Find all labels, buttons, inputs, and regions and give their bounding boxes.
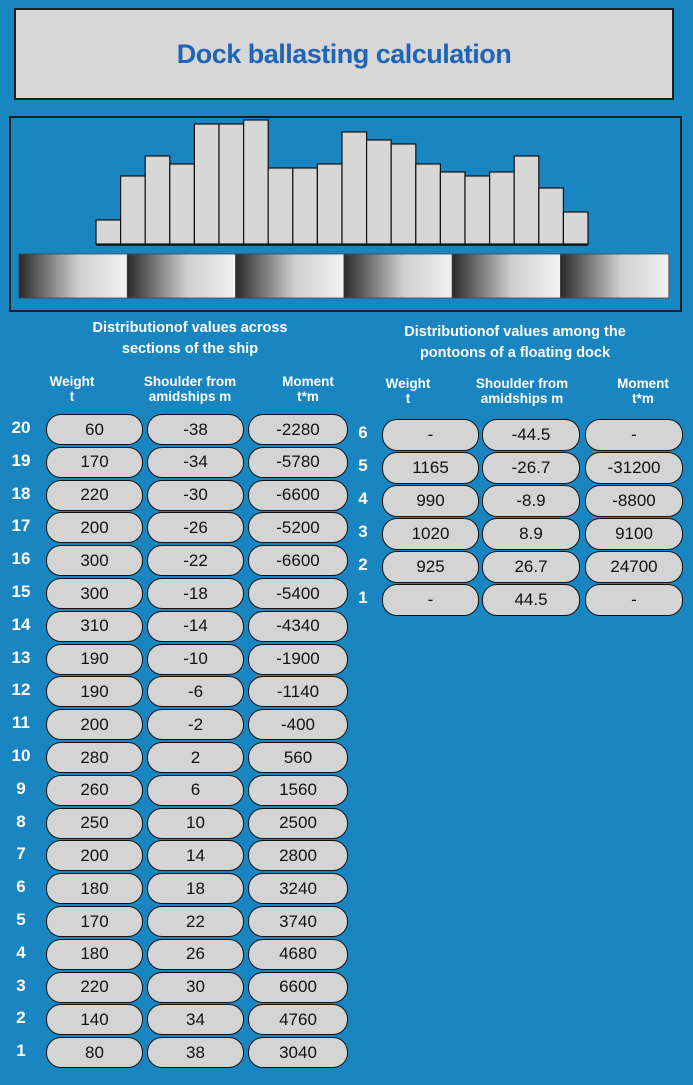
ship-shoulder-cell: 10 (147, 808, 244, 839)
dock-moment-cell: 24700 (585, 551, 683, 583)
ship-weight-cell: 140 (46, 1004, 143, 1035)
page-title: Dock ballasting calculation (14, 8, 674, 100)
dock-row-label: 6 (358, 423, 368, 442)
dock-moment-cell: 9100 (585, 518, 683, 550)
ship-shoulder-cell: -22 (147, 545, 244, 576)
dock-header-weight: Weight t (385, 376, 431, 406)
dock-weight-cell: - (382, 584, 479, 616)
dock-shoulder-cell: -44.5 (482, 419, 580, 451)
ship-shoulder-cell: -10 (147, 644, 244, 675)
ship-weight-cell: 280 (46, 742, 143, 773)
dock-weight-cell: 990 (382, 485, 479, 517)
ship-shoulder-cell: 18 (147, 873, 244, 904)
ship-moment-cell: -1900 (248, 644, 348, 675)
ship-row-label: 2 (16, 1008, 26, 1028)
ship-weight-cell: 200 (46, 840, 143, 871)
ship-table-caption: Distributionof values across sections of the ship (92, 320, 288, 357)
section-weight-bar (514, 156, 539, 244)
ship-moment-cell: 2500 (248, 808, 348, 839)
ship-shoulder-cell: 34 (147, 1004, 244, 1035)
ship-moment-cell: 2800 (248, 840, 348, 871)
ship-row-label: 11 (12, 713, 30, 733)
ship-moment-cell: -1140 (248, 676, 348, 707)
ship-row-label: 5 (16, 910, 26, 929)
ship-header-shoulder: Shoulder from amidships m (143, 374, 237, 404)
ship-moment-cell: 3740 (248, 906, 348, 937)
dock-weight-cell: 1020 (382, 518, 479, 550)
section-weight-bar (367, 140, 392, 244)
section-weight-bar (465, 176, 490, 244)
dock-shoulder-cell: -8.9 (482, 485, 580, 517)
ship-shoulder-cell: 38 (147, 1037, 244, 1068)
dock-moment-cell: - (585, 419, 683, 451)
section-weight-bar (440, 172, 465, 244)
ship-shoulder-cell: 26 (147, 939, 244, 970)
section-weight-bar (490, 172, 515, 244)
section-weight-bar (416, 164, 441, 244)
ship-shoulder-cell: -2 (147, 709, 244, 740)
ship-moment-cell: -6600 (248, 545, 348, 576)
ship-moment-cell: -2280 (248, 414, 348, 445)
pontoon (561, 254, 669, 298)
section-weight-bar (170, 164, 195, 244)
ship-row-label: 7 (16, 844, 26, 864)
dock-moment-cell: -8800 (585, 485, 683, 517)
ship-header-weight: Weight t (49, 374, 95, 404)
ship-dock-diagram (11, 118, 680, 310)
ship-row-label: 8 (16, 811, 26, 831)
ship-moment-cell: 3040 (248, 1037, 348, 1068)
dock-moment-cell: - (585, 584, 683, 616)
ship-row-label: 3 (16, 975, 26, 995)
dock-row-label: 1 (358, 588, 368, 607)
ship-moment-cell: -400 (248, 709, 348, 740)
pontoons (19, 254, 669, 298)
ship-row-label: 12 (11, 680, 31, 700)
ship-weight-cell: 310 (46, 611, 143, 642)
ship-shoulder-cell: 6 (147, 775, 244, 806)
ship-weight-cell: 170 (46, 447, 143, 478)
ship-shoulder-cell: -34 (147, 447, 244, 478)
ship-weight-cell: 180 (46, 939, 143, 970)
ship-weight-cell: 80 (46, 1037, 143, 1068)
dock-shoulder-cell: 44.5 (482, 584, 580, 616)
pontoon (344, 254, 452, 298)
dock-visualization (9, 116, 682, 312)
ship-row-label: 4 (16, 942, 26, 962)
ship-shoulder-cell: -26 (147, 512, 244, 543)
ship-weight-cell: 300 (46, 545, 143, 576)
ship-weight-cell: 190 (46, 676, 143, 707)
section-weight-bar (244, 120, 269, 244)
ship-moment-cell: -6600 (248, 480, 348, 511)
dock-shoulder-cell: 8.9 (482, 518, 580, 550)
section-weight-bar (145, 156, 170, 244)
ship-weight-cell: 250 (46, 808, 143, 839)
section-weight-bar (219, 124, 244, 244)
dock-moment-cell: -31200 (585, 452, 683, 484)
dock-row-label: 4 (358, 489, 368, 508)
ship-shoulder-cell: -6 (147, 676, 244, 707)
pontoon (19, 254, 127, 298)
ship-row-label: 15 (11, 582, 31, 601)
ship-moment-cell: -5400 (248, 578, 348, 609)
section-weight-bar (342, 132, 367, 244)
ship-row-label: 16 (11, 549, 31, 569)
ship-weight-cell: 170 (46, 906, 143, 937)
ship-row-label: 13 (11, 647, 31, 667)
ship-weight-cell: 220 (46, 972, 143, 1003)
ship-moment-cell: 560 (248, 742, 348, 773)
dock-shoulder-cell: -26.7 (482, 452, 580, 484)
ship-shoulder-cell: -14 (147, 611, 244, 642)
ship-moment-cell: -4340 (248, 611, 348, 642)
ship-shoulder-cell: -30 (147, 480, 244, 511)
ship-weight-cell: 260 (46, 775, 143, 806)
ship-weight-cell: 220 (46, 480, 143, 511)
dock-weight-cell: 925 (382, 551, 479, 583)
ship-shoulder-cell: 14 (147, 840, 244, 871)
section-weight-bar (194, 124, 219, 244)
ship-moment-cell: 4680 (248, 939, 348, 970)
section-weight-bar (293, 168, 318, 244)
ship-header-moment: Moment t*m (282, 374, 334, 404)
dock-row-label: 5 (358, 456, 368, 475)
ship-shoulder-cell: 22 (147, 906, 244, 937)
dock-shoulder-cell: 26.7 (482, 551, 580, 583)
ship-moment-cell: 3240 (248, 873, 348, 904)
dock-table-caption: Distributionof values among the pontoons of a floating dock (404, 324, 626, 361)
section-weight-bar (391, 144, 416, 244)
pontoon (127, 254, 235, 298)
section-weight-bar (96, 220, 121, 244)
ship-shoulder-cell: -18 (147, 578, 244, 609)
ship-weight-cell: 300 (46, 578, 143, 609)
section-weight-bar (121, 176, 146, 244)
dock-row-label: 2 (358, 555, 368, 574)
dock-header-shoulder: Shoulder from amidships m (475, 376, 569, 406)
ship-row-label: 10 (11, 746, 31, 765)
ship-row-label: 19 (11, 450, 31, 470)
dock-header-moment: Moment t*m (617, 376, 669, 406)
ship-moment-cell: 1560 (248, 775, 348, 806)
ship-moment-cell: -5200 (248, 512, 348, 543)
ship-shoulder-cell: 2 (147, 742, 244, 773)
ship-row-label: 14 (11, 614, 31, 634)
ship-weight-cell: 200 (46, 709, 143, 740)
ship-shoulder-cell: -38 (147, 414, 244, 445)
ship-row-label: 17 (11, 516, 31, 536)
ship-moment-cell: 4760 (248, 1004, 348, 1035)
ship-shoulder-cell: 30 (147, 972, 244, 1003)
dock-row-label: 3 (358, 522, 368, 541)
dock-weight-cell: - (382, 419, 479, 451)
weight-bars (96, 120, 588, 244)
pontoon (236, 254, 344, 298)
ship-row-label: 1 (16, 1041, 26, 1061)
ship-row-label: 9 (16, 778, 26, 798)
ship-row-label: 20 (11, 418, 31, 437)
ship-weight-cell: 60 (46, 414, 143, 445)
ship-row-label: 18 (11, 483, 31, 503)
section-weight-bar (539, 188, 564, 244)
ship-weight-cell: 200 (46, 512, 143, 543)
ship-moment-cell: -5780 (248, 447, 348, 478)
ship-weight-cell: 180 (46, 873, 143, 904)
dock-weight-cell: 1165 (382, 452, 479, 484)
ship-row-label: 6 (16, 877, 26, 897)
ship-weight-cell: 190 (46, 644, 143, 675)
pontoon (452, 254, 560, 298)
section-weight-bar (317, 164, 342, 244)
section-weight-bar (268, 168, 293, 244)
ship-moment-cell: 6600 (248, 972, 348, 1003)
section-weight-bar (563, 212, 588, 244)
